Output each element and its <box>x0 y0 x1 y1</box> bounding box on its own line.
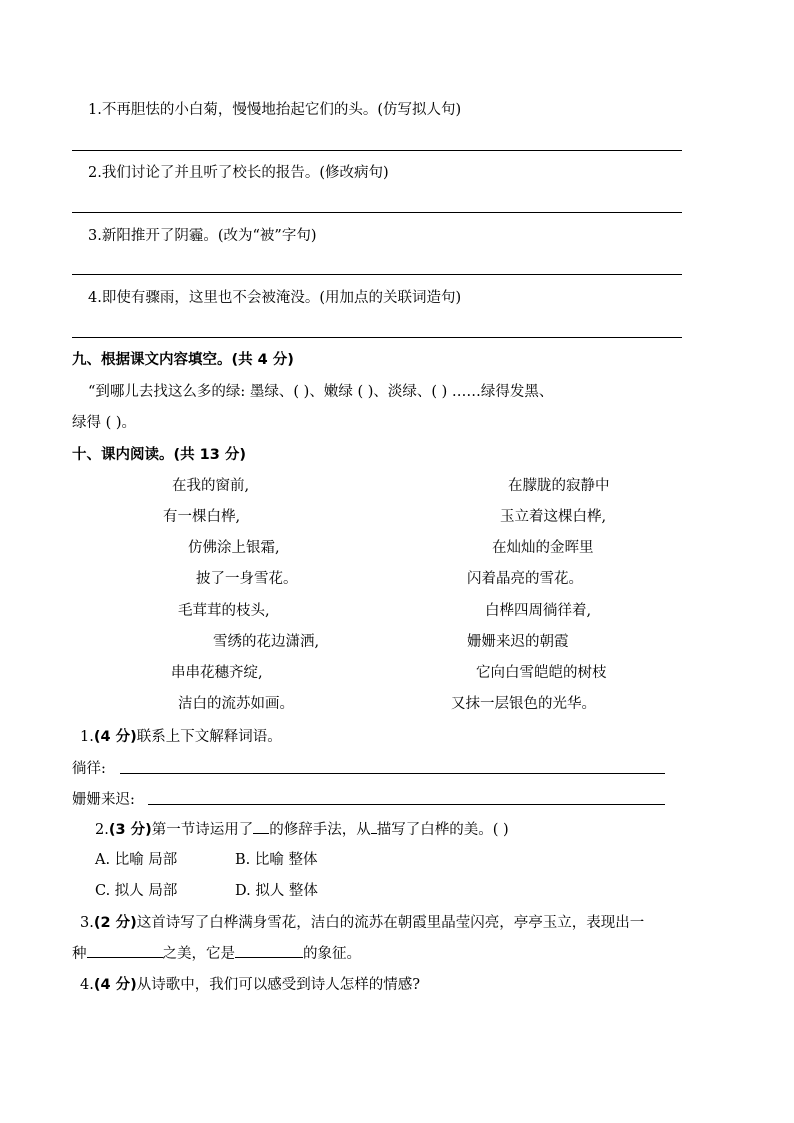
question-points: (3 分) <box>108 822 152 838</box>
question-10-3-line2 <box>72 944 361 964</box>
poem-right-line: 它向白雪皑皑的树枝 <box>476 665 607 681</box>
question-points: (2 分) <box>93 915 137 931</box>
answer-line-8-1[interactable] <box>72 150 682 151</box>
section-9-line-2: 绿得 ( )。 <box>72 415 137 431</box>
question-10-3 <box>80 913 644 933</box>
question-points: (4 分) <box>93 729 137 745</box>
fill-blank[interactable] <box>87 957 163 958</box>
question-8-1: 1.不再胆怯的小白菊，慢慢地抬起它们的头。(仿写拟人句) <box>88 102 462 118</box>
answer-line-8-4c[interactable] <box>504 337 682 338</box>
answer-line-term-2c[interactable] <box>488 804 665 805</box>
question-text-b: 之美，它是 <box>162 946 235 962</box>
poem-left-line: 在我的窗前, <box>172 478 250 494</box>
poem-left-line: 洁白的流苏如画。 <box>178 696 294 712</box>
answer-line-8-4b[interactable] <box>304 337 504 338</box>
poem-right-line: 又抹一层银色的光华。 <box>451 696 596 712</box>
fill-blank[interactable] <box>235 957 303 958</box>
term-label-1: 徜徉: <box>72 761 106 777</box>
section-10-title: 十、课内阅读。(共 13 分) <box>72 447 247 463</box>
question-text-c: 的象征。 <box>303 946 361 962</box>
answer-line-8-3c[interactable] <box>504 274 682 275</box>
question-8-2: 2.我们讨论了并且听了校长的报告。(修改病句) <box>88 165 389 181</box>
poem-right-line: 在朦胧的寂静中 <box>508 478 610 494</box>
poem-right-line: 在灿灿的金晖里 <box>492 540 594 556</box>
answer-line-term-1[interactable] <box>120 773 665 774</box>
poem-left-line: 雪绣的花边潇洒, <box>213 634 320 650</box>
poem-right-line: 闪着晶亮的雪花。 <box>467 571 583 587</box>
question-8-3: 3.新阳推开了阴霾。(改为“被”字句) <box>88 228 317 244</box>
question-number: 1. <box>80 729 94 745</box>
answer-line-8-2b[interactable] <box>304 212 504 213</box>
answer-line-term-2b[interactable] <box>383 804 488 805</box>
question-10-4 <box>80 975 420 995</box>
section-9-line-1: “到哪儿去找这么多的绿: 墨绿、( )、嫩绿 ( )、淡绿、( ) ……绿得发黑、 <box>88 384 554 400</box>
option-b[interactable]: B. 比喻 整体 <box>235 852 318 868</box>
option-a[interactable]: A. 比喻 局部 <box>95 852 178 868</box>
question-text: 从诗歌中，我们可以感受到诗人怎样的情感? <box>136 977 421 993</box>
poem-left-line: 串串花穗齐绽, <box>171 665 263 681</box>
question-text: 联系上下文解释词语。 <box>136 729 282 745</box>
answer-line-8-2c[interactable] <box>504 212 682 213</box>
poem-right-line: 姗姗来迟的朝霞 <box>467 634 569 650</box>
question-text-a: 种 <box>72 946 87 962</box>
poem-left-line: 披了一身雪花。 <box>196 571 298 587</box>
question-number: 2. <box>95 822 109 838</box>
section-9-title: 九、根据课文内容填空。(共 4 分) <box>72 352 294 368</box>
question-number: 4. <box>80 977 94 993</box>
option-d[interactable]: D. 拟人 整体 <box>235 883 318 899</box>
answer-line-8-3b[interactable] <box>304 274 504 275</box>
option-c[interactable]: C. 拟人 局部 <box>95 883 178 899</box>
poem-left-line: 仿佛涂上银霜, <box>188 540 280 556</box>
question-text-b: 的修辞手法，从 <box>269 822 371 838</box>
answer-line-8-3a[interactable] <box>72 274 304 275</box>
question-text-c: 描写了白桦的美。( ) <box>376 822 509 838</box>
question-number: 3. <box>80 915 94 931</box>
answer-line-8-4a[interactable] <box>72 337 304 338</box>
question-10-1 <box>80 727 282 747</box>
poem-left-line: 有一棵白桦, <box>163 509 241 525</box>
answer-line-8-2a[interactable] <box>72 212 304 213</box>
question-text-a: 第一节诗运用了 <box>151 822 254 838</box>
question-8-4: 4.即使有骤雨，这里也不会被淹没。(用加点的关联词造句) <box>88 290 462 306</box>
question-10-2 <box>95 820 509 840</box>
poem-right-line: 白桦四周徜徉着, <box>485 603 592 619</box>
answer-line-term-2a[interactable] <box>148 804 383 805</box>
fill-blank[interactable] <box>253 833 269 834</box>
term-label-2: 姗姗来迟: <box>72 792 135 808</box>
question-points: (4 分) <box>93 977 137 993</box>
poem-right-line: 玉立着这棵白桦, <box>500 509 607 525</box>
question-text: 这首诗写了白桦满身雪花，洁白的流苏在朝霞里晶莹闪亮，亭亭玉立，表现出一 <box>136 915 645 931</box>
poem-left-line: 毛茸茸的枝头, <box>178 603 270 619</box>
